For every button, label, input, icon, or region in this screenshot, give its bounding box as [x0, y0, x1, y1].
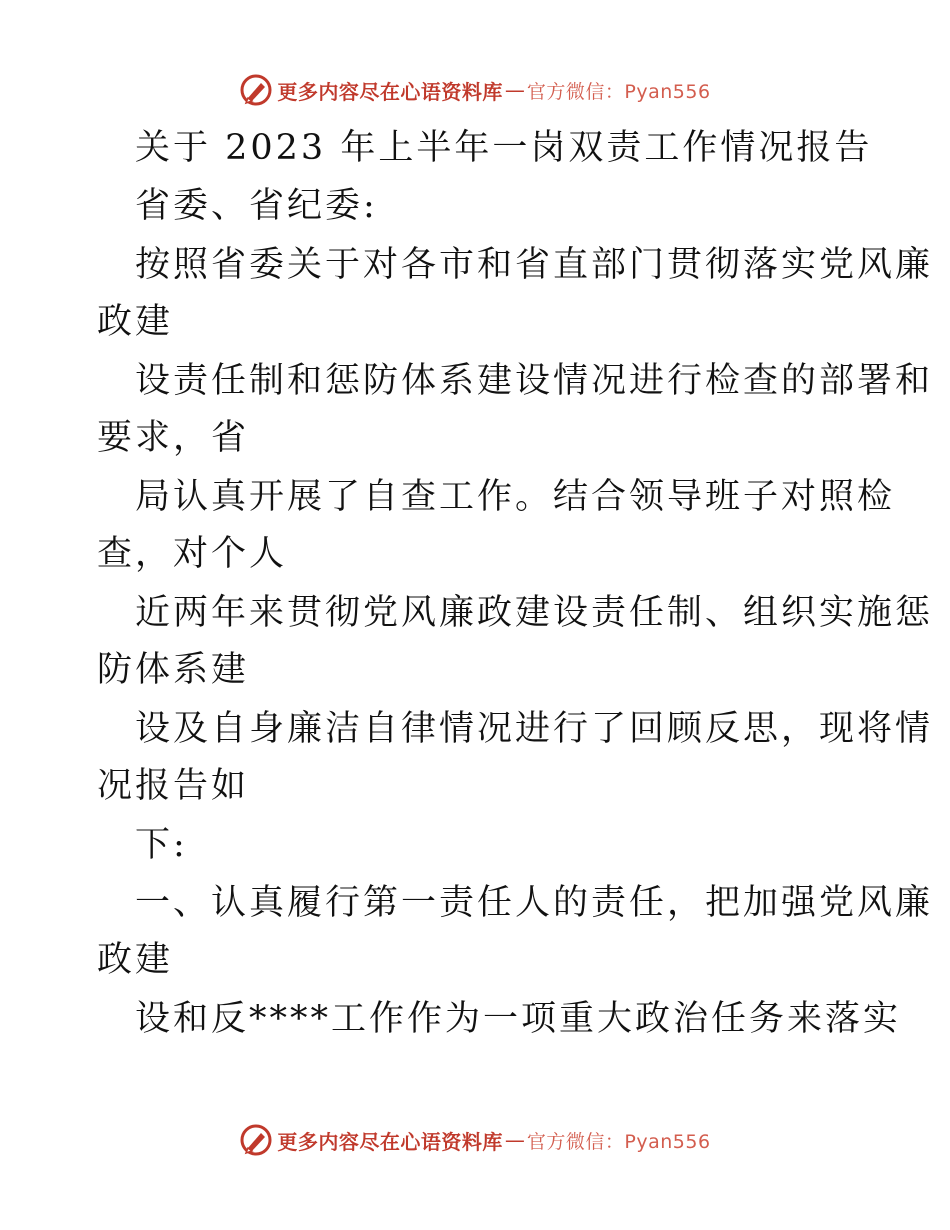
- body-line: 防体系建: [97, 650, 250, 690]
- body-line: 况报告如: [97, 766, 250, 806]
- body-line: 设责任制和惩防体系建设情况进行检查的部署和: [135, 361, 934, 401]
- banner-library-text: 更多内容尽在心语资料库: [277, 79, 503, 104]
- body-line: 查，对个人: [97, 534, 288, 574]
- body-line: 一、认真履行第一责任人的责任，把加强党风廉: [135, 883, 934, 923]
- header-banner: [0, 70, 950, 110]
- banner-separator: —: [504, 1128, 525, 1152]
- body-line: 政建: [97, 302, 174, 342]
- pen-logo-icon: [239, 1123, 273, 1157]
- body-line: 政建: [97, 940, 174, 980]
- body-line: 下:: [135, 825, 188, 865]
- banner-wechat-text: 官方微信：Pyan556: [526, 1130, 711, 1153]
- banner-separator: —: [504, 78, 525, 102]
- body-line: 设和反****工作作为一项重大政治任务来落实: [135, 999, 902, 1039]
- body-line: 近两年来贯彻党风廉政建设责任制、组织实施惩: [135, 593, 934, 633]
- salutation: 省委、省纪委:: [135, 186, 378, 226]
- document-title: 关于 2023 年上半年一岗双责工作情况报告: [135, 128, 873, 168]
- pen-logo-icon: [239, 73, 273, 107]
- footer-banner: [0, 1120, 950, 1160]
- body-line: 设及自身廉洁自律情况进行了回顾反思，现将情: [135, 709, 934, 749]
- banner-wechat-text: 官方微信：Pyan556: [526, 80, 711, 103]
- body-line: 局认真开展了自查工作。结合领导班子对照检: [135, 477, 896, 517]
- body-line: 按照省委关于对各市和省直部门贯彻落实党风廉: [135, 245, 934, 285]
- banner-library-text: 更多内容尽在心语资料库: [277, 1129, 503, 1154]
- body-line: 要求，省: [97, 418, 250, 458]
